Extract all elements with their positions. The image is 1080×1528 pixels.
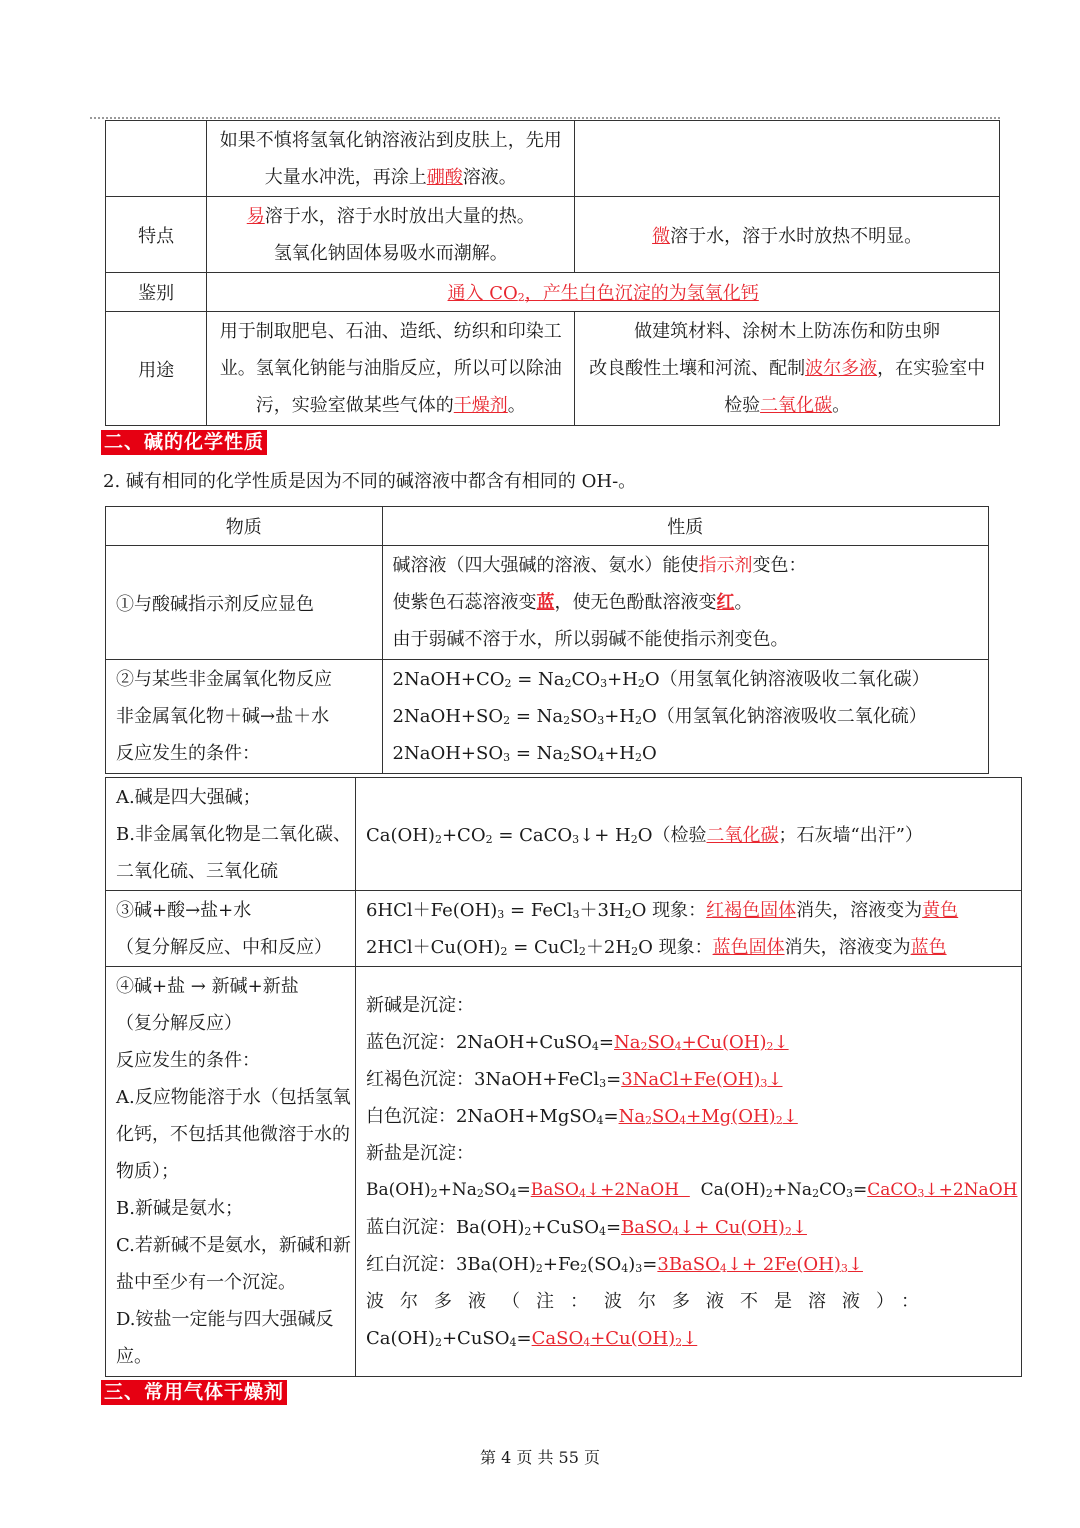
base-acid-reaction-label: ③碱+酸→盐+水 （复分解反应、中和反应） <box>106 891 356 967</box>
caoh2-co2-equation: $Ca(OH)_2+CO_2$ = CaCO$_3$↓+ $H_2O$（检验二氧化碳；石灰墙“出汗”） <box>355 778 1022 891</box>
identify-method-cell: 通入 $CO_2$，产生白色沉淀的为氢氧化钙 <box>207 273 1000 312</box>
chemical-properties-table-continued <box>105 777 1022 1377</box>
table-row <box>106 197 1000 273</box>
column-header-property: 性质 <box>382 507 988 546</box>
naoh-first-aid-cell: 如果不慎将氢氧化钠溶液沾到皮肤上，先用 大量水冲洗，再涂上硼酸溶液。 <box>207 121 575 197</box>
chemical-properties-table <box>105 506 989 774</box>
table-row <box>106 891 1022 967</box>
table-row <box>106 121 1000 197</box>
row-label-identify: 鉴别 <box>106 273 207 312</box>
page-number-footer: 第 4 页 共 55 页 <box>480 1448 600 1467</box>
table-row <box>106 546 989 660</box>
caoh2-features-cell: 微溶于水，溶于水时放热不明显。 <box>575 197 1000 273</box>
table-row <box>106 273 1000 312</box>
indicator-reaction-label: ①与酸碱指示剂反应显色 <box>106 546 383 660</box>
reaction-conditions-cell: A.碱是四大强碱； B.非金属氧化物是二氧化碳、 二氧化硫、三氧化硫 <box>106 778 356 891</box>
section-heading-chemical-properties: 二、碱的化学性质 <box>101 430 267 455</box>
naoh-features-cell: 易溶于水，溶于水时放出大量的热。 氢氧化钠固体易吸水而潮解。 <box>207 197 575 273</box>
base-salt-reaction-label: ④碱+盐 → 新碱+新盐 （复分解反应） 反应发生的条件： A.反应物能溶于水（包括氢氧 化钙，不包括其他微溶于水的 物质）； B.新碱是氨水； C.若新碱不是氨水，新碱和新 盐中至少有一个沉淀。 D.铵盐一定能与四大强碱反 应。 <box>106 967 356 1377</box>
page-top-dotted-rule <box>90 117 1000 119</box>
table-row <box>106 967 1022 1377</box>
table-row <box>106 312 1000 426</box>
row-label-features: 特点 <box>106 197 207 273</box>
nonmetal-oxide-equations: $2NaOH+CO_2 = Na_2CO_3+H_2O$（用氢氧化钠溶液吸收二氧化碳） $2NaOH+SO_2 = Na_2SO_3+H_2O$（用氢氧化钠溶液吸收二氧化硫） $2NaOH+SO_3 = Na_2SO_4+H_2O$ <box>382 660 988 774</box>
column-header-substance: 物质 <box>106 507 383 546</box>
indicator-reaction-detail: 碱溶液（四大强碱的溶液、氨水）能使指示剂变色： 使紫色石蕊溶液变蓝，使无色酚酞溶液变红。 由于弱碱不溶于水，所以弱碱不能使指示剂变色。 <box>382 546 988 660</box>
naoh-uses-cell: 用于制取肥皂、石油、造纸、纺织和印染工 业。氢氧化钠能与油脂反应，所以可以除油 污，实验室做某些气体的干燥剂。 <box>207 312 575 426</box>
boric-acid-keyword: 硼酸 <box>426 166 463 188</box>
table-header-row <box>106 507 989 546</box>
oh-ion-note: 2. 碱有相同的化学性质是因为不同的碱溶液中都含有相同的 OH-。 <box>103 471 637 492</box>
base-salt-equations: 新碱是沉淀： 蓝色沉淀：$2NaOH+CuSO_4=Na_2SO_4+Cu(OH)_2↓$ 红褐色沉淀：$3NaOH+FeCl_3=3NaCl+Fe(OH)_3↓$ 白色沉淀：$2NaOH+MgSO_4=Na_2SO_4+Mg(OH)_2↓$ 新盐是沉淀： $Ba(OH)_2+Na_2SO_4=BaSO_4↓+2NaOH$ $Ca(OH)_2+Na_2CO_3=CaCO_3↓+2NaOH$ 蓝白沉淀：$Ba(OH)_2+CuSO_4=BaSO_4↓+$ $Cu(OH)_2↓$ 红白沉淀：$3Ba(OH)_2+Fe_2(SO_4)_3=3BaSO_4↓+$ $2Fe(OH)_3↓$ 波尔多液（注：波尔多液不是溶液）： $Ca(OH)_2+CuSO_4=CaSO_4+Cu(OH)_2↓$ <box>355 967 1022 1377</box>
table-row <box>106 778 1022 891</box>
bordeaux-note: 波尔多液（注：波尔多液不是溶液）： <box>365 1290 935 1312</box>
caoh2-uses-cell: 做建筑材料、涂树木上防冻伤和防虫卵 改良酸性土壤和河流、配制波尔多液，在实验室中 检验二氧化碳。 <box>575 312 1000 426</box>
nonmetal-oxide-reaction-label: ②与某些非金属氧化物反应 非金属氧化物＋碱→盐＋水 反应发生的条件： <box>106 660 383 774</box>
section-heading-gas-drying-agents: 三、常用气体干燥剂 <box>101 1380 287 1405</box>
base-comparison-table <box>105 120 1000 426</box>
base-acid-equations: $6HCl+Fe(OH)_3$ = $FeCl_3+3H_2O$ 现象：红褐色固体消失，溶液变为黄色 $2HCl+Cu(OH)_2$ = $CuCl_2+2H_2O$ 现象：蓝色固体消失，溶液变为蓝色 <box>355 891 1022 967</box>
row-label-uses: 用途 <box>106 312 207 426</box>
table-row <box>106 660 989 774</box>
